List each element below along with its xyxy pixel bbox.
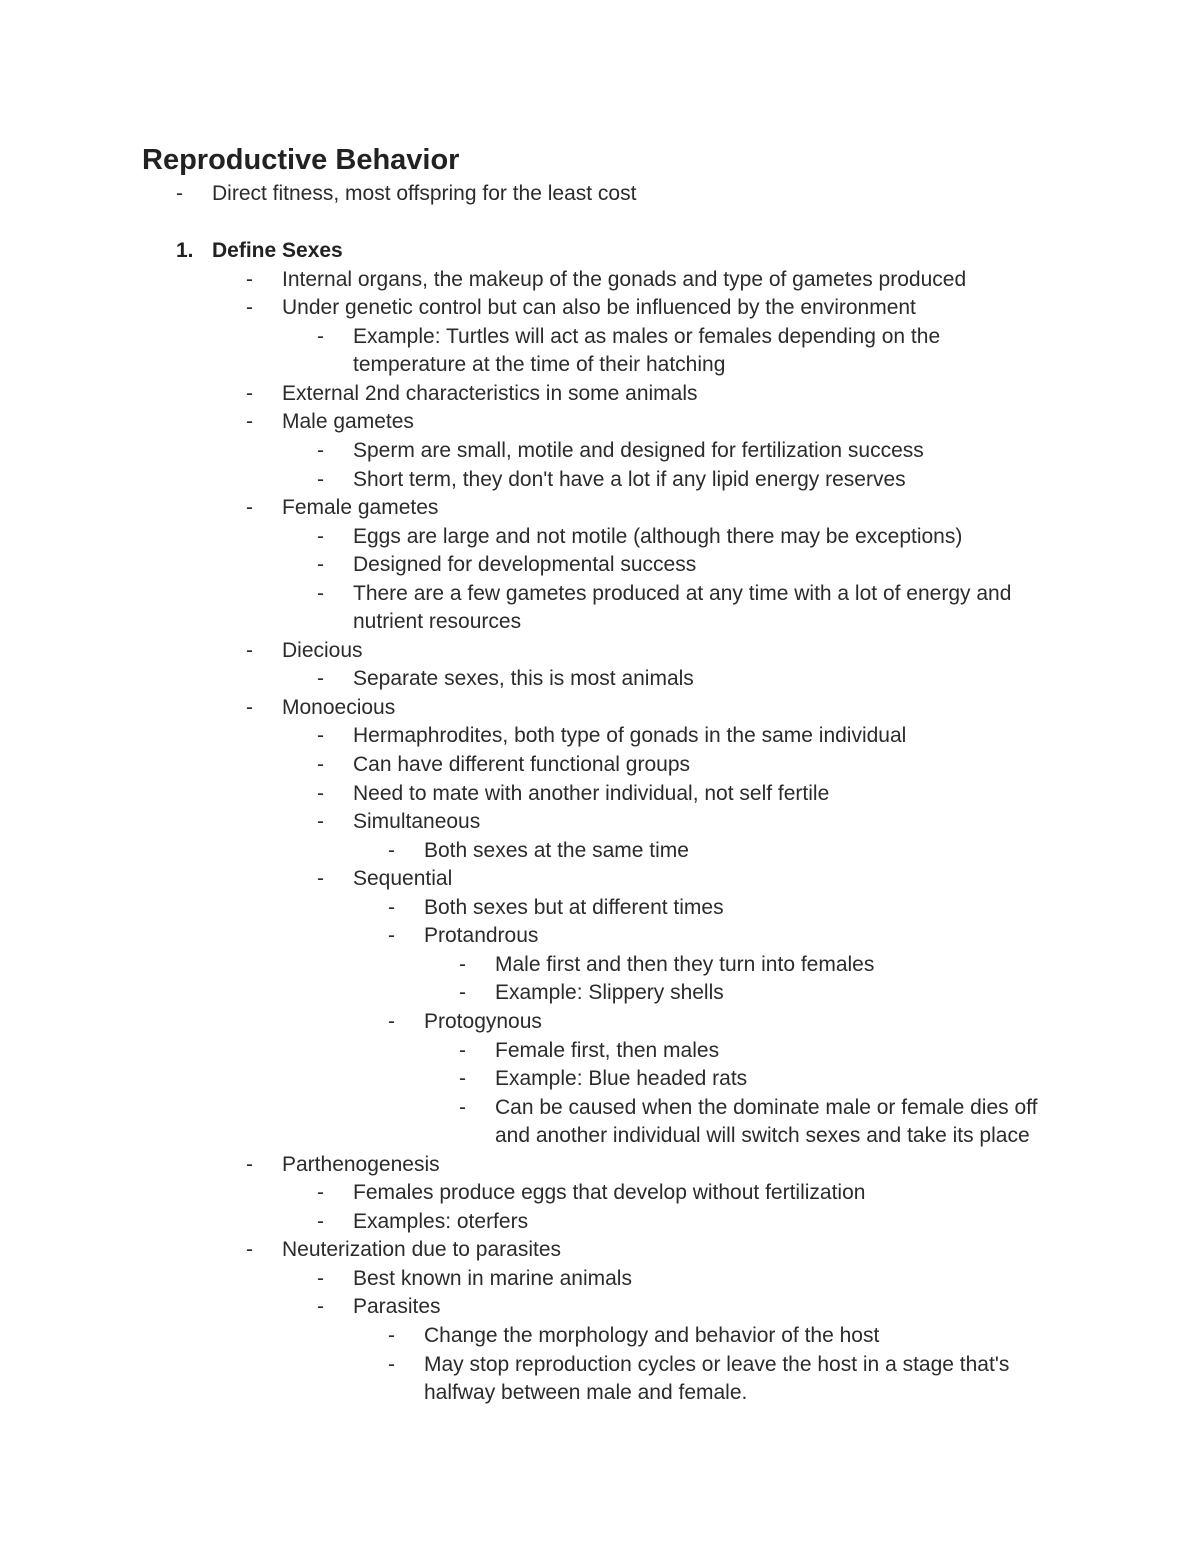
list-item [0, 1293, 1200, 1322]
list-item [0, 580, 1200, 609]
list-item [0, 523, 1200, 552]
list-item [0, 1065, 1200, 1094]
list-number: 1. [176, 239, 194, 263]
bullet-dash: - [246, 638, 253, 662]
bullet-dash: - [246, 695, 253, 719]
bullet-dash: - [459, 1038, 466, 1062]
list-item-text: Example: Turtles will act as males or females depending on the [353, 324, 941, 348]
bullet-dash: - [246, 1152, 253, 1176]
bullet-dash: - [317, 867, 324, 891]
list-item [0, 751, 1200, 780]
list-item-text: Protogynous [424, 1009, 542, 1033]
list-item [0, 323, 1200, 352]
list-item [0, 551, 1200, 580]
list-item-text: Male first and then they turn into females [495, 952, 875, 976]
list-item [0, 894, 1200, 923]
list-item-text: Can be caused when the dominate male or female dies off [495, 1095, 1038, 1119]
bullet-dash: - [459, 1095, 466, 1119]
list-item [0, 1122, 1200, 1151]
list-item [0, 1236, 1200, 1265]
list-item [0, 922, 1200, 951]
bullet-dash: - [317, 667, 324, 691]
list-item-text: Eggs are large and not motile (although there may be exceptions) [353, 524, 963, 548]
list-item [0, 466, 1200, 495]
list-item [0, 351, 1200, 380]
list-item [0, 408, 1200, 437]
list-item-text: Internal organs, the makeup of the gonads and type of gametes produced [282, 267, 967, 291]
bullet-dash: - [317, 1181, 324, 1205]
bullet-dash: - [388, 1324, 395, 1347]
list-item-text: Can have different functional groups [353, 753, 691, 776]
list-item-text: Both sexes at the same time [424, 838, 689, 862]
list-item [0, 1351, 1200, 1380]
list-item [0, 294, 1200, 323]
bullet-dash: - [388, 838, 395, 862]
list-item-text: Female first, then males [495, 1038, 720, 1062]
list-item-text: Monoecious [282, 695, 396, 719]
list-item [0, 865, 1200, 894]
list-item [0, 1008, 1200, 1037]
bullet-dash: - [246, 267, 253, 291]
section-heading [0, 237, 1200, 266]
section-heading-text: Define Sexes [212, 239, 343, 263]
bullet-dash: - [459, 1067, 466, 1091]
bullet-dash: - [388, 895, 395, 919]
list-item-text: Neuterization due to parasites [282, 1238, 561, 1262]
list-item-text: Females produce eggs that develop without fertilization [353, 1181, 866, 1205]
list-item-text: halfway between male and female. [424, 1381, 748, 1405]
list-item [0, 1208, 1200, 1237]
list-item-text: Direct fitness, most offspring for the least cost [212, 182, 637, 205]
list-item-text: Simultaneous [353, 810, 481, 834]
bullet-dash: - [317, 1295, 324, 1319]
list-item-text: and another individual will switch sexes and take its place [495, 1124, 1030, 1148]
list-item [0, 180, 1200, 209]
list-item [0, 694, 1200, 723]
bullet-dash: - [317, 810, 324, 834]
list-item-text: temperature at the time of their hatching [353, 353, 726, 377]
list-item [0, 665, 1200, 694]
bullet-dash: - [317, 438, 324, 462]
list-item-text: Examples: oterfers [353, 1209, 529, 1233]
list-item-text: Male gametes [282, 410, 414, 434]
bullet-dash: - [388, 924, 395, 948]
list-item-text: Separate sexes, this is most animals [353, 667, 694, 691]
bullet-dash: - [317, 781, 324, 805]
list-item [0, 1179, 1200, 1208]
list-item [0, 1151, 1200, 1180]
bullet-dash: - [317, 1266, 324, 1290]
bullet-dash: - [317, 1209, 324, 1233]
list-item-text: Parthenogenesis [282, 1152, 440, 1176]
bullet-dash: - [317, 753, 324, 776]
list-item-text: May stop reproduction cycles or leave the host in a stage that's [424, 1352, 1010, 1376]
bullet-dash: - [246, 1238, 253, 1262]
bullet-dash: - [176, 182, 183, 205]
list-item [0, 637, 1200, 666]
list-item-text: There are a few gametes produced at any time with a lot of energy and [353, 581, 1012, 605]
list-item [0, 837, 1200, 866]
bullet-dash: - [459, 952, 466, 976]
bullet-dash: - [459, 981, 466, 1005]
bullet-dash: - [317, 324, 324, 348]
list-item-text: Under genetic control but can also be influenced by the environment [282, 296, 916, 320]
bullet-dash: - [246, 410, 253, 434]
list-item-text: External 2nd characteristics in some animals [282, 381, 698, 405]
list-item [0, 780, 1200, 809]
list-item-text: Sequential [353, 867, 453, 891]
list-item [0, 380, 1200, 409]
list-item [0, 722, 1200, 751]
bullet-dash: - [246, 496, 253, 520]
list-item [0, 494, 1200, 523]
list-item-text: Change the morphology and behavior of the host [424, 1324, 880, 1347]
list-item [0, 1265, 1200, 1294]
list-item [0, 608, 1200, 637]
list-item [0, 1379, 1200, 1408]
list-item [0, 1094, 1200, 1123]
bullet-dash: - [317, 581, 324, 605]
bullet-dash: - [246, 381, 253, 405]
list-item-text: Example: Blue headed rats [495, 1067, 748, 1091]
bullet-dash: - [317, 553, 324, 577]
list-item-text: Example: Slippery shells [495, 981, 724, 1005]
list-item [0, 951, 1200, 980]
list-item-text: Designed for developmental success [353, 553, 697, 577]
list-item [0, 1037, 1200, 1066]
document-title: Reproductive Behavior [142, 144, 460, 176]
bullet-dash: - [317, 724, 324, 748]
bullet-dash: - [317, 524, 324, 548]
list-item-text: Parasites [353, 1295, 441, 1319]
list-item-text: Need to mate with another individual, not self fertile [353, 781, 830, 805]
list-item-text: Hermaphrodites, both type of gonads in the same individual [353, 724, 907, 748]
bullet-dash: - [246, 296, 253, 320]
list-item [0, 437, 1200, 466]
list-item-text: Short term, they don't have a lot if any lipid energy reserves [353, 467, 906, 491]
list-item [0, 1322, 1200, 1351]
list-item-text: Diecious [282, 638, 363, 662]
list-item [0, 266, 1200, 295]
list-item [0, 979, 1200, 1008]
bullet-dash: - [388, 1009, 395, 1033]
list-item-text: Best known in marine animals [353, 1266, 632, 1290]
list-item-text: nutrient resources [353, 610, 522, 634]
list-item-text: Sperm are small, motile and designed for fertilization success [353, 438, 924, 462]
list-item [0, 808, 1200, 837]
list-item-text: Female gametes [282, 496, 439, 520]
list-item-text: Both sexes but at different times [424, 895, 724, 919]
bullet-dash: - [388, 1352, 395, 1376]
bullet-dash: - [317, 467, 324, 491]
list-item-text: Protandrous [424, 924, 539, 948]
